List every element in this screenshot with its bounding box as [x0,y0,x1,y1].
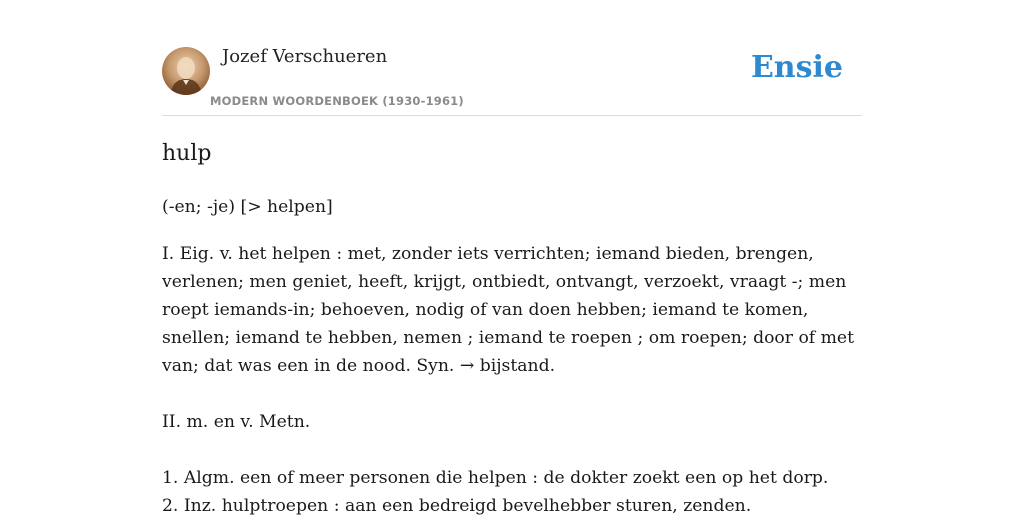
source-label[interactable]: MODERN WOORDENBOEK (1930-1961) [210,94,464,108]
subsense-item: 2. Inz. hulptroepen : aan een bedreigd bevelhebber sturen, zenden. [162,496,752,516]
ensie-logo[interactable]: Ensie [750,50,843,85]
portrait-icon [162,47,210,95]
header [162,0,862,116]
subsense-item: 1. Algm. een of meer personen die helpen : de dokter zoekt een op het dorp. [162,468,829,488]
headword: hulp [162,141,212,166]
author-avatar[interactable] [162,47,210,95]
grammar-note: (-en; -je) [> helpen] [162,197,333,217]
page [162,0,862,516]
sense-one: I. Eig. v. het helpen : met, zonder iets verrichten; iemand bieden, brengen, verlenen; men geniet, heeft, krijgt, ontbiedt, ontvangt, verzoekt, vraagt -; men roept iemands-in; behoeven, nodig of van doen hebben; iemand te komen, snellen; iemand te hebben, nemen ; iemand te roepen ; om roepen; door of met van; dat was een in de nood. Syn. → bijstand. [162,244,855,376]
sense-two: II. m. en v. Metn. [162,412,311,432]
entry-body [162,193,862,520]
author-name[interactable]: Jozef Verschueren [222,46,388,67]
